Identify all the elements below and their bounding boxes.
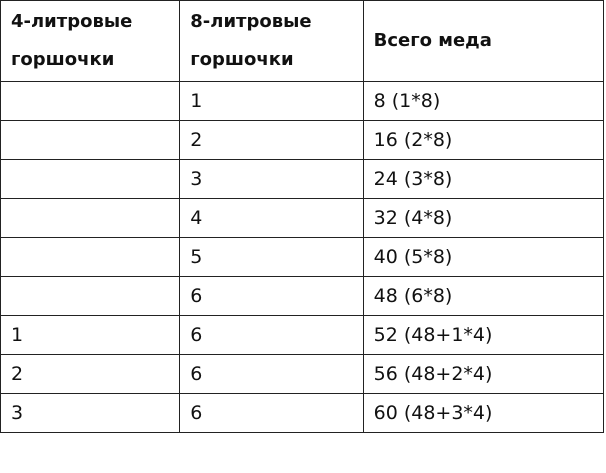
cell-total: 24 (3*8) bbox=[363, 160, 603, 199]
table-row bbox=[1, 238, 604, 277]
header-8-liter-pots bbox=[180, 1, 363, 82]
cell-total: 16 (2*8) bbox=[363, 121, 603, 160]
table-row bbox=[1, 82, 604, 121]
cell-8-liter: 6 bbox=[180, 316, 363, 355]
table-row bbox=[1, 277, 604, 316]
cell-4-liter: 1 bbox=[1, 316, 180, 355]
cell-4-liter bbox=[1, 277, 180, 316]
table-row bbox=[1, 394, 604, 433]
header-4-liter-line1: 4-литровые bbox=[11, 11, 133, 32]
cell-total: 40 (5*8) bbox=[363, 238, 603, 277]
cell-4-liter bbox=[1, 160, 180, 199]
cell-8-liter: 1 bbox=[180, 82, 363, 121]
table-row bbox=[1, 199, 604, 238]
header-8-liter-line1: 8-литровые bbox=[190, 11, 312, 32]
cell-total: 52 (48+1*4) bbox=[363, 316, 603, 355]
cell-8-liter: 5 bbox=[180, 238, 363, 277]
table-row bbox=[1, 355, 604, 394]
cell-total: 56 (48+2*4) bbox=[363, 355, 603, 394]
header-8-liter-line2: горшочки bbox=[190, 49, 294, 70]
cell-8-liter: 6 bbox=[180, 394, 363, 433]
cell-4-liter: 3 bbox=[1, 394, 180, 433]
header-total-honey: Всего меда bbox=[363, 1, 603, 82]
cell-8-liter: 6 bbox=[180, 355, 363, 394]
header-4-liter-pots bbox=[1, 1, 180, 82]
cell-8-liter: 4 bbox=[180, 199, 363, 238]
cell-8-liter: 6 bbox=[180, 277, 363, 316]
header-4-liter-line2: горшочки bbox=[11, 49, 115, 70]
table-row bbox=[1, 121, 604, 160]
table-header-row bbox=[1, 1, 604, 82]
cell-4-liter bbox=[1, 199, 180, 238]
cell-total: 60 (48+3*4) bbox=[363, 394, 603, 433]
cell-4-liter bbox=[1, 121, 180, 160]
cell-total: 8 (1*8) bbox=[363, 82, 603, 121]
cell-4-liter bbox=[1, 82, 180, 121]
cell-total: 48 (6*8) bbox=[363, 277, 603, 316]
cell-4-liter: 2 bbox=[1, 355, 180, 394]
cell-4-liter bbox=[1, 238, 180, 277]
table-row bbox=[1, 316, 604, 355]
table-row bbox=[1, 160, 604, 199]
cell-8-liter: 3 bbox=[180, 160, 363, 199]
cell-8-liter: 2 bbox=[180, 121, 363, 160]
cell-total: 32 (4*8) bbox=[363, 199, 603, 238]
